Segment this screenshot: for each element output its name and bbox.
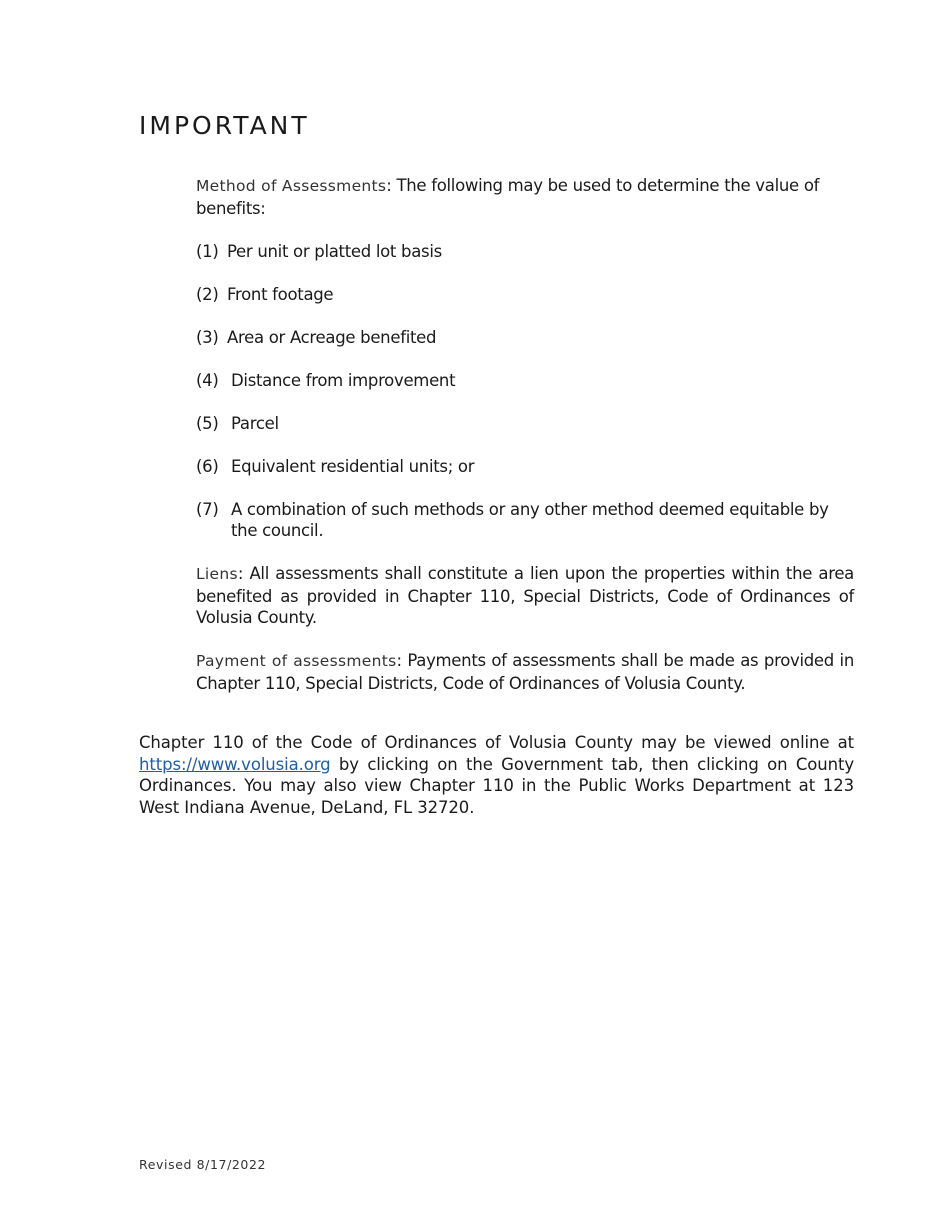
list-item-number: (7)	[196, 499, 219, 519]
list-item-number: (5)	[196, 413, 219, 433]
list-item-text: Per unit or platted lot basis	[227, 241, 442, 261]
list-item	[196, 284, 854, 306]
payment-term: Payment of assessments	[196, 652, 397, 670]
method-list	[196, 241, 854, 542]
method-of-assessments-paragraph	[196, 175, 854, 219]
volusia-website-link[interactable]: https://www.volusia.org	[139, 754, 331, 774]
revised-date: Revised 8/17/2022	[139, 1157, 267, 1172]
liens-paragraph	[196, 563, 854, 629]
list-item-text: Front footage	[227, 284, 334, 304]
liens-term: Liens	[196, 565, 238, 583]
list-item-text: Parcel	[231, 413, 279, 433]
list-item-number: (4)	[196, 370, 219, 390]
list-item-number: (1)	[196, 241, 219, 261]
list-item	[196, 456, 854, 478]
list-item-number: (3)	[196, 327, 219, 347]
list-item-text: Area or Acreage benefited	[227, 327, 437, 347]
liens-text: : All assessments shall constitute a lien upon the properties within the area benefited as provided in Chapter 110, Special Districts, Code of Ordinances of Volusia County.	[196, 564, 854, 627]
list-item	[196, 370, 854, 392]
list-item	[196, 499, 854, 542]
payment-paragraph	[196, 650, 854, 694]
payment-text: : Payments of assessments shall be made as provided in Chapter 110, Special Districts, Code of Ordinances of Volusia County.	[196, 651, 854, 693]
page-title: IMPORTANT	[139, 111, 310, 140]
list-item	[196, 413, 854, 435]
chapter-note-text-after: by clicking on the Government tab, then clicking on County Ordinances. You may also view Chapter 110 in the Public Works Department at 123 West Indiana Avenue, DeLand, FL 32720.	[139, 754, 854, 817]
assessment-details	[196, 175, 854, 716]
chapter-110-note	[139, 732, 854, 818]
method-term: Method of Assessments	[196, 177, 387, 195]
list-item-text: Equivalent residential units; or	[231, 456, 475, 476]
list-item	[196, 327, 854, 349]
list-item-text: Distance from improvement	[231, 370, 456, 390]
list-item-number: (2)	[196, 284, 219, 304]
chapter-note-text-before: Chapter 110 of the Code of Ordinances of Volusia County may be viewed online at	[139, 733, 854, 752]
method-intro: : The following may be used to determine the value of benefits:	[196, 176, 820, 218]
list-item	[196, 241, 854, 263]
list-item-text: A combination of such methods or any other method deemed equitable by the council.	[231, 499, 829, 540]
list-item-number: (6)	[196, 456, 219, 476]
